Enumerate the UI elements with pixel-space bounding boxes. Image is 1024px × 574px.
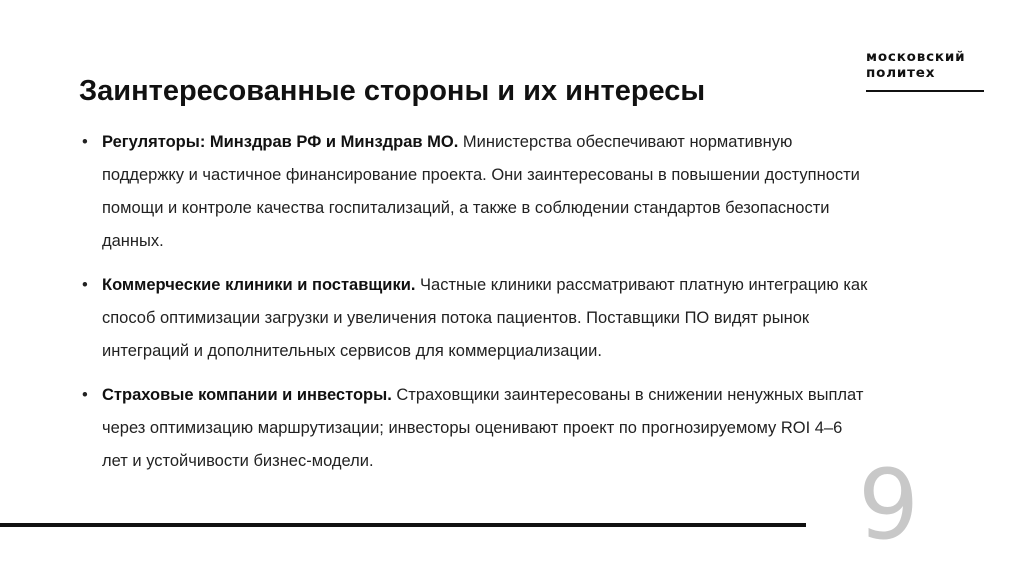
bullet-marker: • <box>82 276 88 294</box>
bullet-list <box>80 126 870 489</box>
university-logo <box>866 49 990 81</box>
bullet-text: Министерства обеспечивают нормативную поддержку и частичное финансирование проекта. Они заинтересованы в повышении доступности помощи и контроле качества госпитализаций, а также в соблюдении стандартов безопасности данных. <box>102 133 860 250</box>
bullet-item-regulators <box>80 126 870 258</box>
logo-underline <box>866 90 984 92</box>
bullet-heading: Страховые компании и инвесторы. <box>102 386 392 404</box>
page-number: 9 <box>858 449 920 561</box>
bullet-text: Страховщики заинтересованы в снижении ненужных выплат через оптимизацию маршрутизации; инвесторы оценивают проект по прогнозируемому ROI 4–6 лет и устойчивости бизнес-модели. <box>102 386 864 470</box>
bottom-divider <box>0 523 806 527</box>
bullet-marker: • <box>82 133 88 151</box>
bullet-heading: Регуляторы: Минздрав РФ и Минздрав МО. <box>102 133 459 151</box>
bullet-item-commercial <box>80 269 870 368</box>
logo-text-line1: московский <box>866 49 966 65</box>
logo-text-line2: политех <box>866 65 936 81</box>
bullet-heading: Коммерческие клиники и поставщики. <box>102 276 416 294</box>
bullet-text: Частные клиники рассматривают платную интеграцию как способ оптимизации загрузки и увеличения потока пациентов. Поставщики ПО видят рынок интеграций и дополнительных сервисов для коммерциализации. <box>102 276 868 360</box>
bullet-marker: • <box>82 386 88 404</box>
slide-title: Заинтересованные стороны и их интересы <box>79 75 706 107</box>
bullet-item-insurers <box>80 379 870 478</box>
